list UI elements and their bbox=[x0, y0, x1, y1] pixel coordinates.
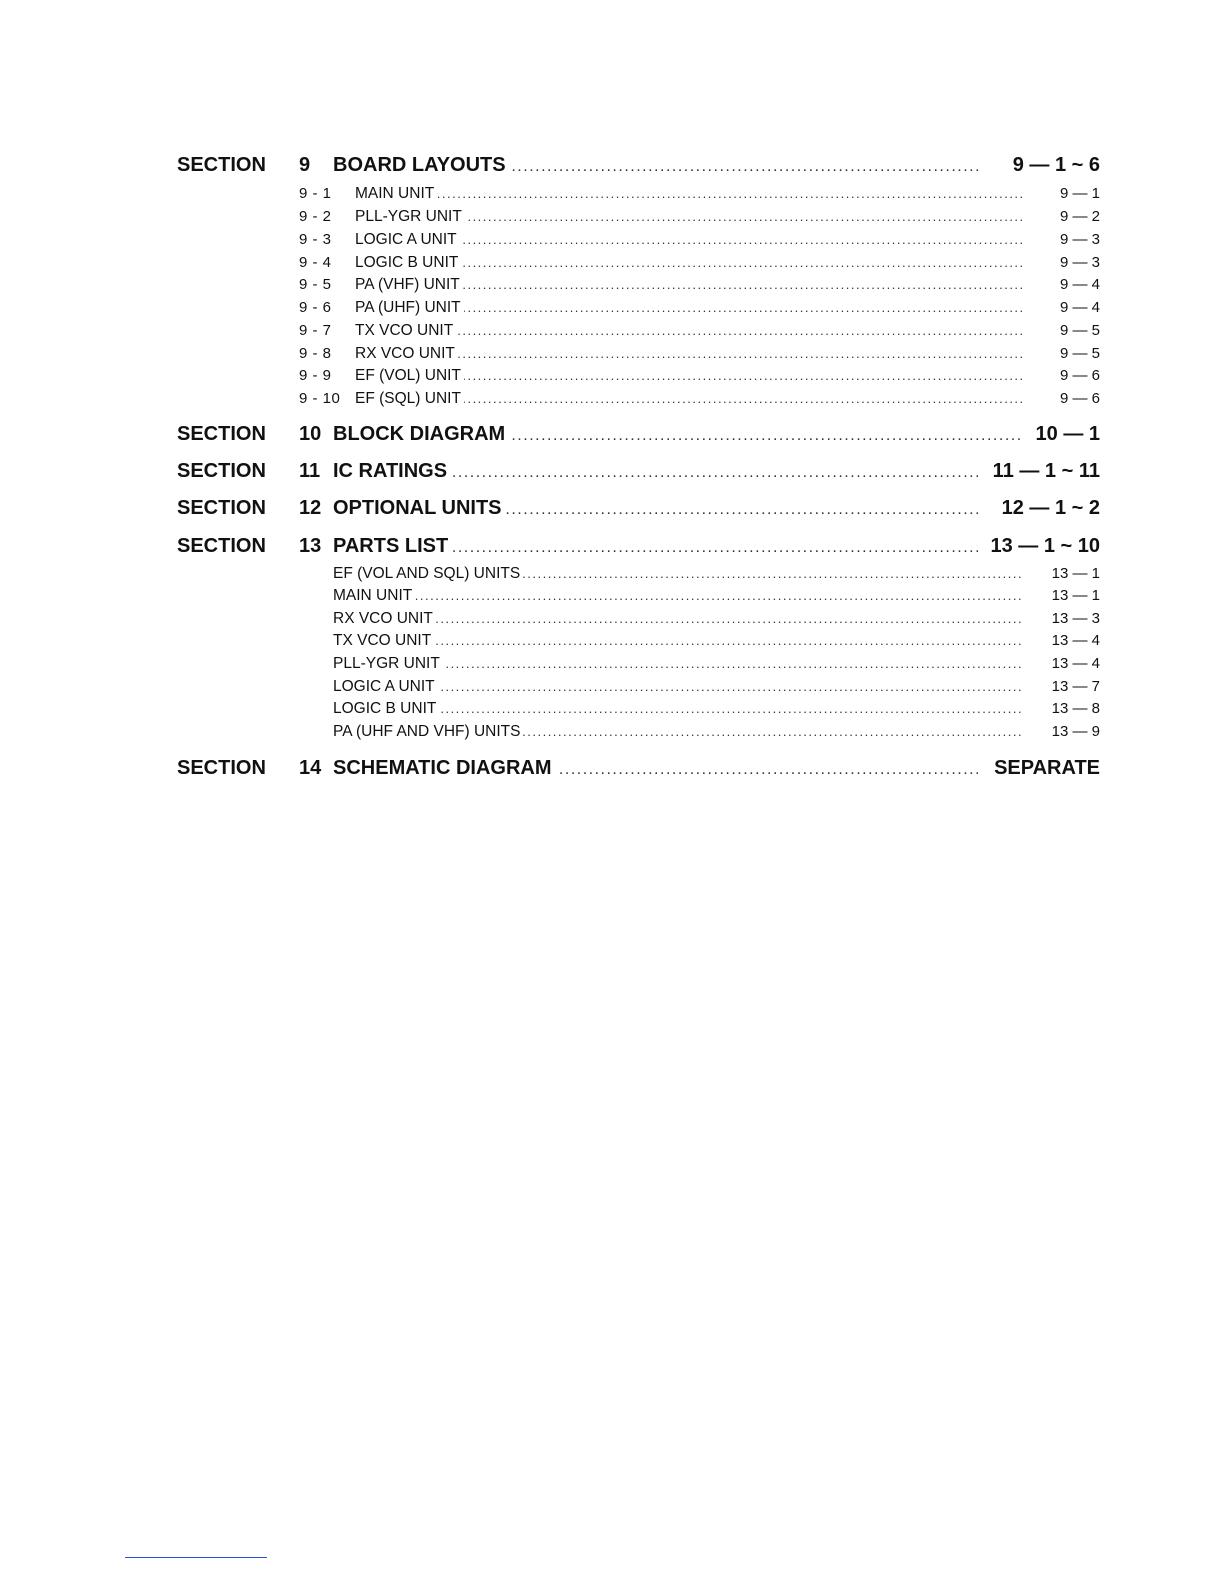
subsection-page: 13 — 7 bbox=[1051, 678, 1100, 695]
subsection-page: 13 — 3 bbox=[1051, 610, 1100, 627]
subsection-page: 13 — 1 bbox=[1051, 587, 1100, 604]
section-title[interactable]: IC RATINGS bbox=[333, 460, 451, 483]
dot-leader bbox=[333, 611, 1022, 626]
subsection-page: 9 — 5 bbox=[1059, 345, 1100, 362]
section-label: SECTION bbox=[177, 497, 266, 519]
subsection-title: RX VCO UNIT bbox=[355, 345, 458, 363]
subsection-title: LOGIC A UNIT bbox=[355, 231, 460, 249]
section-label: SECTION bbox=[177, 535, 266, 557]
footnote-rule bbox=[125, 1557, 267, 1558]
section-title[interactable]: PARTS LIST bbox=[333, 535, 452, 558]
subsection-page: 9 — 2 bbox=[1059, 208, 1100, 225]
subsection-page: 13 — 4 bbox=[1051, 655, 1100, 672]
subsection-page: 13 — 8 bbox=[1051, 700, 1100, 717]
subsection-title: EF (SQL) UNIT bbox=[355, 390, 464, 408]
subsection-page: 9 — 6 bbox=[1059, 390, 1100, 407]
section-page-range: 11 — 1 ~ 11 bbox=[992, 460, 1100, 482]
dot-leader bbox=[333, 633, 1022, 648]
subsection-number: 9 - 2 bbox=[299, 208, 332, 225]
section-page-range: 13 — 1 ~ 10 bbox=[990, 535, 1100, 557]
subsection-number: 9 - 5 bbox=[299, 276, 332, 293]
subsection-number: 9 - 1 bbox=[299, 185, 332, 202]
subsection-title: EF (VOL AND SQL) UNITS bbox=[333, 565, 523, 583]
subsection-page: 9 — 3 bbox=[1059, 254, 1100, 271]
section-page-range: SEPARATE bbox=[994, 757, 1100, 779]
section-number: 11 bbox=[299, 460, 321, 482]
subsection-page: 9 — 3 bbox=[1059, 231, 1100, 248]
subsection-title: PA (UHF) UNIT bbox=[355, 299, 464, 317]
section-page-range: 10 — 1 bbox=[1035, 423, 1100, 445]
section-label: SECTION bbox=[177, 757, 266, 779]
subsection-number: 9 - 8 bbox=[299, 345, 332, 362]
subsection-title: PLL-YGR UNIT bbox=[355, 208, 465, 226]
subsection-title: LOGIC B UNIT bbox=[355, 254, 461, 272]
section-number: 14 bbox=[299, 757, 322, 779]
section-page-range: 9 — 1 ~ 6 bbox=[1012, 154, 1100, 176]
subsection-page: 9 — 4 bbox=[1059, 276, 1100, 293]
subsection-page: 9 — 6 bbox=[1059, 367, 1100, 384]
section-label: SECTION bbox=[177, 460, 266, 482]
subsection-title: PA (UHF AND VHF) UNITS bbox=[333, 723, 523, 741]
section-number: 12 bbox=[299, 497, 322, 519]
subsection-number: 9 - 6 bbox=[299, 299, 332, 316]
dot-leader bbox=[355, 186, 1022, 201]
section-page-range: 12 — 1 ~ 2 bbox=[1001, 497, 1100, 519]
section-title[interactable]: BOARD LAYOUTS bbox=[333, 154, 510, 177]
subsection-number: 9 - 7 bbox=[299, 322, 332, 339]
subsection-number: 9 - 9 bbox=[299, 367, 332, 384]
section-title[interactable]: SCHEMATIC DIAGRAM bbox=[333, 757, 556, 780]
subsection-page: 9 — 1 bbox=[1059, 185, 1100, 202]
subsection-title: TX VCO UNIT bbox=[355, 322, 456, 340]
section-number: 13 bbox=[299, 535, 322, 557]
subsection-title: RX VCO UNIT bbox=[333, 610, 436, 628]
subsection-title: MAIN UNIT bbox=[333, 587, 415, 605]
subsection-title: PA (VHF) UNIT bbox=[355, 276, 463, 294]
subsection-number: 9 - 10 bbox=[299, 390, 341, 407]
section-label: SECTION bbox=[177, 423, 266, 445]
subsection-title: MAIN UNIT bbox=[355, 185, 437, 203]
subsection-title: TX VCO UNIT bbox=[333, 632, 434, 650]
section-title[interactable]: OPTIONAL UNITS bbox=[333, 497, 506, 520]
subsection-page: 13 — 1 bbox=[1051, 565, 1100, 582]
section-label: SECTION bbox=[177, 154, 266, 176]
section-number: 9 bbox=[299, 154, 311, 176]
subsection-page: 9 — 5 bbox=[1059, 322, 1100, 339]
subsection-page: 13 — 9 bbox=[1051, 723, 1100, 740]
section-number: 10 bbox=[299, 423, 322, 445]
subsection-number: 9 - 4 bbox=[299, 254, 332, 271]
subsection-title: LOGIC B UNIT bbox=[333, 700, 439, 718]
dot-leader bbox=[333, 588, 1022, 603]
subsection-title: EF (VOL) UNIT bbox=[355, 367, 464, 385]
subsection-page: 13 — 4 bbox=[1051, 632, 1100, 649]
subsection-number: 9 - 3 bbox=[299, 231, 332, 248]
subsection-title: LOGIC A UNIT bbox=[333, 678, 438, 696]
subsection-page: 9 — 4 bbox=[1059, 299, 1100, 316]
section-title[interactable]: BLOCK DIAGRAM bbox=[333, 423, 509, 446]
subsection-title: PLL-YGR UNIT bbox=[333, 655, 443, 673]
